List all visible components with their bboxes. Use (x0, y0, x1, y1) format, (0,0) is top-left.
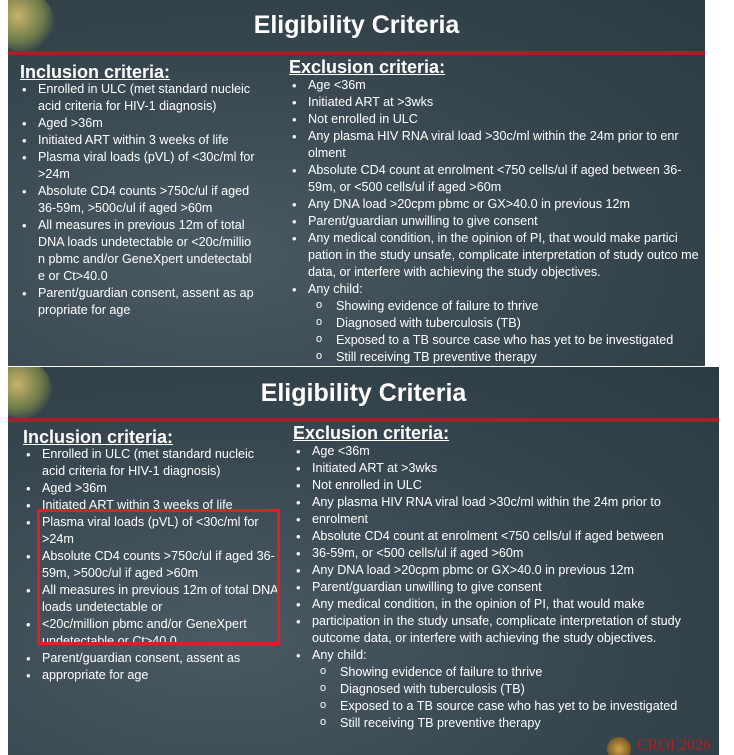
list-item (288, 281, 700, 366)
list-item: • Age <36m (292, 443, 712, 460)
list-item: • appropriate for age (22, 667, 278, 684)
list-item: • Absolute CD4 count at enrolment <750 cells/ul if aged between (292, 528, 712, 545)
list-item: • Initiated ART within 3 weeks of life (22, 497, 278, 514)
list-item: • Parent/guardian unwilling to give consent (292, 579, 712, 596)
slide-1 (8, 0, 705, 366)
list-item: • Enrolled in ULC (met standard nucleic acid criteria for HIV-1 diagnosis) (22, 446, 278, 480)
sub-list-item: o Showing evidence of failure to thrive (308, 298, 700, 315)
list-item: • Initiated ART at >3wks (288, 94, 700, 111)
list-item: • Initiated ART at >3wks (292, 460, 712, 477)
sub-list-item: o Exposed to a TB source case who has yet to be investigated (308, 332, 700, 349)
list-item: • Aged >36m (18, 115, 260, 132)
list-item: • Parent/guardian unwilling to give consent (288, 213, 700, 230)
list-item: • 36-59m, or <500 cells/ul if aged >60m (292, 545, 712, 562)
sub-list (312, 664, 712, 732)
highlight-box (37, 509, 280, 645)
sub-list-item: o Diagnosed with tuberculosis (TB) (312, 681, 712, 698)
exclusion-list (292, 443, 712, 732)
list-item: • Any medical condition, in the opinion of PI, that would make (292, 596, 712, 613)
list-item: • Absolute CD4 count at enrolment <750 cells/ul if aged between 36-59m, or <500 cells/ul if aged >60m (288, 162, 700, 196)
list-item: • Absolute CD4 counts >750c/ul if aged 36-59m, >500c/ul if aged >60m (18, 183, 260, 217)
inclusion-list (18, 81, 260, 319)
list-item: • Parent/guardian consent, assent as (22, 650, 278, 667)
sub-list-item: o Still receiving TB preventive therapy (312, 715, 712, 732)
list-item: • All measures in previous 12m of total DNA loads undetectable or (22, 582, 278, 616)
conference-logo: CROI 2026 (636, 737, 711, 754)
list-item (292, 647, 712, 732)
sub-list-item: o Diagnosed with tuberculosis (TB) (308, 315, 700, 332)
list-item: • All measures in previous 12m of total DNA loads undetectable or <20c/millio n pbmc and/or GeneXpert undetectabl e or Ct>40.0 (18, 217, 260, 285)
list-item: • Plasma viral loads (pVL) of <30c/ml for >24m (22, 514, 278, 548)
exclusion-heading: Exclusion criteria: (289, 57, 446, 77)
list-item: • Any plasma HIV RNA viral load >30c/ml within the 24m prior to (292, 494, 712, 511)
list-item: • Not enrolled in ULC (288, 111, 700, 128)
list-item: • Enrolled in ULC (met standard nucleic acid criteria for HIV-1 diagnosis) (18, 81, 260, 115)
list-item: • Aged >36m (22, 480, 278, 497)
list-item: • Initiated ART within 3 weeks of life (18, 132, 260, 149)
list-item-label: Any child: (312, 648, 367, 662)
list-item: • Any DNA load >20cpm pbmc or GX>40.0 in previous 12m (288, 196, 700, 213)
slide-title: Eligibility Criteria (253, 11, 460, 39)
list-item: • <20c/million pbmc and/or GeneXpert undetectable or Ct>40.0 (22, 616, 278, 650)
sub-list-item: o Exposed to a TB source case who has yet to be investigated (312, 698, 712, 715)
list-item: • Age <36m (288, 77, 700, 94)
sub-list (308, 298, 700, 366)
conference-seal-icon (607, 737, 631, 755)
exclusion-list (288, 77, 700, 366)
list-item: • Absolute CD4 counts >750c/ul if aged 36-59m, >500c/ul if aged >60m (22, 548, 278, 582)
title-divider (8, 418, 719, 422)
list-item: • Any DNA load >20cpm pbmc or GX>40.0 in previous 12m (292, 562, 712, 579)
exclusion-heading: Exclusion criteria: (293, 423, 450, 443)
sub-list-item: o Showing evidence of failure to thrive (312, 664, 712, 681)
list-item: • participation in the study unsafe, complicate interpretation of study outcome data, or interfere with achieving the study objectives. (292, 613, 712, 647)
slide-2 (8, 367, 719, 755)
inclusion-heading: Inclusion criteria: (23, 427, 174, 447)
slide-title: Eligibility Criteria (260, 379, 467, 407)
list-item: • Plasma viral loads (pVL) of <30c/ml for >24m (18, 149, 260, 183)
list-item: • enrolment (292, 511, 712, 528)
list-item: • Not enrolled in ULC (292, 477, 712, 494)
title-divider (8, 51, 705, 55)
list-item: • Parent/guardian consent, assent as ap propriate for age (18, 285, 260, 319)
sub-list-item: o Still receiving TB preventive therapy (308, 349, 700, 366)
list-item: • Any plasma HIV RNA viral load >30c/ml within the 24m prior to enr olment (288, 128, 700, 162)
list-item-label: Any child: (308, 282, 363, 296)
list-item: • Any medical condition, in the opinion of PI, that would make partici pation in the study unsafe, complicate interpretation of study outco me data, or interfere with achieving the study objectives. (288, 230, 700, 281)
inclusion-heading: Inclusion criteria: (20, 62, 171, 82)
